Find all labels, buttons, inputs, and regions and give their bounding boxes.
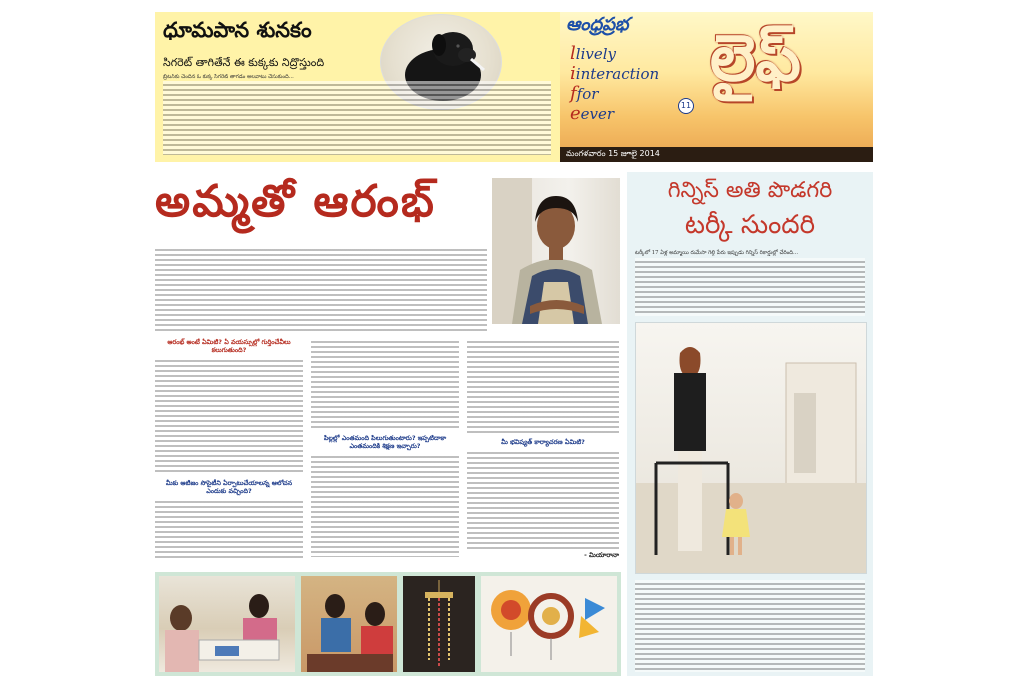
lead-body-lines [163, 74, 551, 158]
masthead-brand-panel [560, 12, 873, 162]
side-lead-text: టర్కీలో 17 ఏళ్ల అమ్మాయి రుమేసా గెల్గి పేరు ఇప్పుడు గిన్నిస్ రికార్డుల్లో చేరింది... [635, 250, 799, 256]
tall-woman-photo [635, 322, 867, 574]
main-headline: అమ్మతో ఆరంభ్ [155, 176, 436, 227]
side-headline-line-2: టర్కీ సుందరి [684, 210, 816, 240]
photo-strip [155, 572, 621, 676]
woman-portrait-photo [492, 178, 620, 324]
tagline: llively iinteraction ffor eever [570, 43, 660, 124]
newspaper-page [155, 12, 873, 676]
ganesha-crafts-photo [481, 576, 617, 672]
page-number-badge [678, 98, 694, 114]
paper-name: ఆంధ్రప్రభ [566, 14, 629, 35]
teacher-student-photo [301, 576, 397, 672]
tagline-word-1: lively [575, 45, 616, 63]
lead-subheadline: సిగరెట్ తాగితేనే ఈ కుక్కకు నిద్రొస్తుంది [163, 56, 325, 69]
lead-headline: ధూమపాన శునకం [163, 18, 312, 42]
intro-paragraph [155, 246, 487, 332]
subhead-4: మీ భవిష్యత్ కార్యాచరణ ఏమిటి? [501, 438, 585, 446]
side-story [627, 172, 873, 676]
main-story [155, 172, 621, 676]
masthead-lead-panel [155, 12, 560, 162]
column-1 [155, 338, 303, 568]
lead-body-text: బ్రిటన్‌కు చెందిన ఓ కుక్క సిగరెట్ తాగడం అలవాటు చేసుకుంది... [163, 74, 294, 80]
craft-hanging-photo [403, 576, 475, 672]
section-name: లైఫ్ [710, 22, 801, 96]
dateline: మంగళవారం 15 జూలై 2014 [566, 149, 660, 158]
tagline-word-4: ever [580, 105, 615, 123]
page-number: 11 [680, 101, 692, 110]
byline: - మియారానా [584, 551, 619, 559]
subhead-1: ఆరంభ్ అంటే ఏమిటి? ఏ వయస్సుల్లో గుర్తించేవీలు కలుగుతుంది? [167, 338, 291, 354]
side-intro-lines [635, 258, 865, 316]
tagline-word-2: interaction [575, 65, 660, 83]
subhead-2: పిల్లల్లో ఎంతమంది పిలుగుతుంటారు? ఇప్పటిదాకా ఎంతమందికి శిక్షణ ఇచ్చారు? [323, 434, 447, 450]
subhead-3: మీకు ఆటిజం సొసైటీని ఏర్పాటుచేయాలన్న ఆలోచన ఎందుకు వచ్చింది? [165, 479, 293, 495]
side-headline-line-1: గిన్నిస్ అతి పొడగరి [667, 178, 833, 203]
dateline-bar [560, 147, 873, 162]
column-2 [311, 338, 459, 568]
side-body-lines [635, 580, 865, 672]
children-class-photo [159, 576, 295, 672]
column-3 [467, 338, 619, 568]
tagline-word-3: for [576, 85, 599, 103]
